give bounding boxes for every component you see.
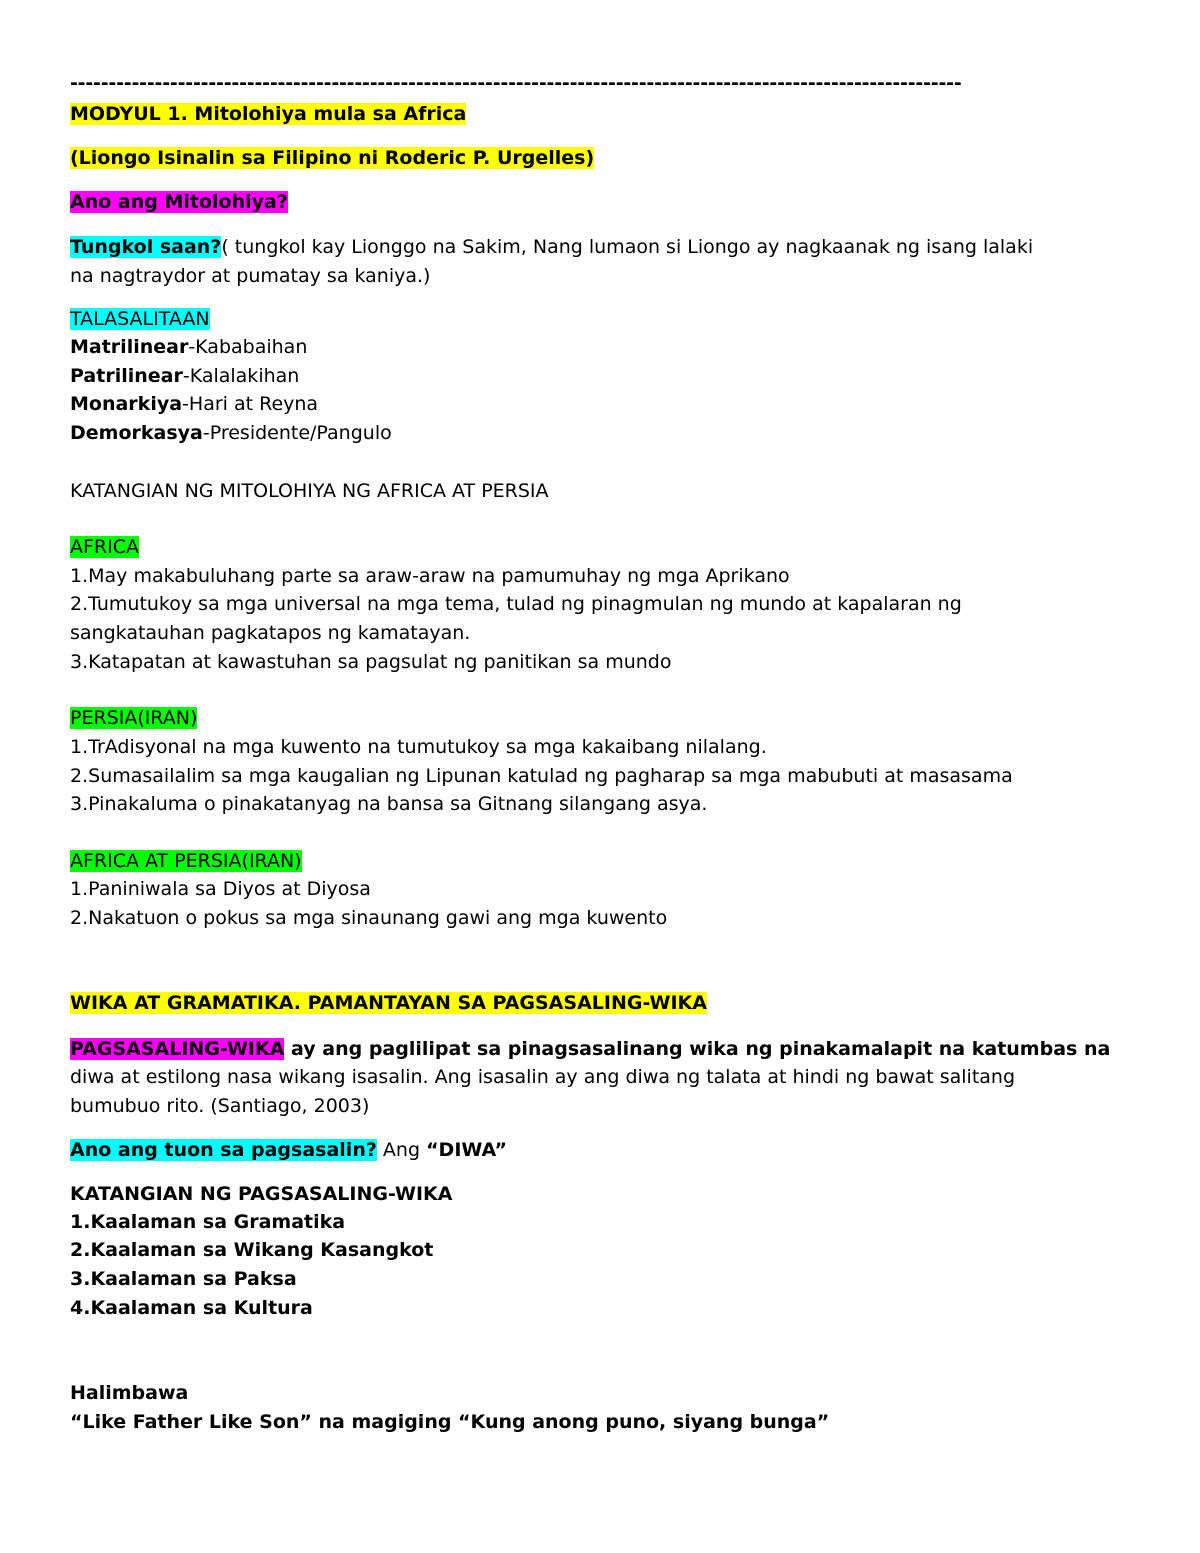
africa-heading — [70, 533, 139, 561]
grammar-heading — [70, 989, 707, 1017]
module-title — [70, 100, 466, 128]
about-text-2: na nagtraydor at pumatay sa kaniya.) — [70, 265, 431, 287]
translation-trait-item: 4.Kaalaman sa Kultura — [70, 1297, 313, 1319]
separator-line: -------------------------------------------------------------------------------------------------------------------- — [70, 72, 962, 94]
glossary-term: Monarkiya — [70, 393, 183, 415]
persia-heading — [70, 704, 197, 732]
glossary-def: -Kalalakihan — [182, 365, 300, 387]
both-heading-text: AFRICA AT PERSIA(IRAN) — [70, 850, 302, 872]
about-text-1: ( tungkol kay Lionggo na Sakim, Nang lumaon si Liongo ay nagkaanak ng isang lalaki — [221, 236, 1034, 258]
module-title-text: MODYUL 1. Mitolohiya mula sa Africa — [70, 103, 467, 125]
focus-question: Ano ang tuon sa pagsasalin? — [70, 1139, 377, 1161]
definition-bold-rest: ay ang paglilipat sa pinagsasalinang wika ng pinakamalapit na katumbas na — [284, 1038, 1111, 1060]
example-heading: Halimbawa — [70, 1382, 189, 1404]
definition-line-2: diwa at estilong nasa wikang isasalin. Ang isasalin ay ang diwa ng talata at hindi ng bawat salitang — [70, 1066, 1016, 1088]
africa-line: 1.May makabuluhang parte sa araw-araw na pamumuhay ng mga Aprikano — [70, 565, 790, 587]
glossary-heading-text: TALASALITAAN — [70, 308, 210, 330]
glossary-def: -Presidente/Pangulo — [202, 422, 392, 444]
about-line-1 — [70, 233, 1033, 261]
focus-line — [70, 1136, 507, 1164]
characteristics-heading: KATANGIAN NG MITOLOHIYA NG AFRICA AT PERSIA — [70, 480, 549, 502]
question-myth — [70, 188, 288, 216]
africa-line: 2.Tumutukoy sa mga universal na mga tema, tulad ng pinagmulan ng mundo at kapalaran ng — [70, 593, 962, 615]
both-heading — [70, 847, 302, 875]
definition-term: PAGSASALING-WIKA — [70, 1038, 285, 1060]
persia-heading-text: PERSIA(IRAN) — [70, 707, 198, 729]
glossary-item — [70, 333, 307, 361]
persia-line: 3.Pinakaluma o pinakatanyag na bansa sa Gitnang silangang asya. — [70, 793, 708, 815]
focus-answer: “DIWA” — [426, 1139, 507, 1161]
translation-trait-item: 1.Kaalaman sa Gramatika — [70, 1211, 346, 1233]
translation-traits-heading: KATANGIAN NG PAGSASALING-WIKA — [70, 1183, 453, 1205]
persia-line: 2.Sumasailalim sa mga kaugalian ng Lipunan katulad ng pagharap sa mga mabubuti at masasama — [70, 765, 1013, 787]
both-line: 1.Paniniwala sa Diyos at Diyosa — [70, 878, 371, 900]
both-line: 2.Nakatuon o pokus sa mga sinaunang gawi ang mga kuwento — [70, 907, 668, 929]
glossary-term: Demorkasya — [70, 422, 203, 444]
glossary-item — [70, 419, 392, 447]
persia-line: 1.TrAdisyonal na mga kuwento na tumutukoy sa mga kakaibang nilalang. — [70, 736, 767, 758]
africa-line: sangkatauhan pagkatapos ng kamatayan. — [70, 622, 471, 644]
translation-trait-item: 2.Kaalaman sa Wikang Kasangkot — [70, 1239, 434, 1261]
glossary-term: Matrilinear — [70, 336, 189, 358]
africa-heading-text: AFRICA — [70, 536, 139, 558]
translation-trait-item: 3.Kaalaman sa Paksa — [70, 1268, 297, 1290]
glossary-def: -Kababaihan — [188, 336, 308, 358]
translation-credit-text: (Liongo Isinalin sa Filipino ni Roderic P. Urgelles) — [70, 147, 595, 169]
africa-line: 3.Katapatan at kawastuhan sa pagsulat ng panitikan sa mundo — [70, 651, 672, 673]
focus-answer-prefix: Ang — [376, 1139, 427, 1161]
definition-line-3: bumubuo rito. (Santiago, 2003) — [70, 1095, 370, 1117]
definition-line-1 — [70, 1035, 1110, 1063]
glossary-item — [70, 362, 299, 390]
grammar-heading-text: WIKA AT GRAMATIKA. PAMANTAYAN SA PAGSASALING-WIKA — [70, 992, 707, 1014]
example-text: “Like Father Like Son” na magiging “Kung anong puno, siyang bunga” — [70, 1411, 830, 1433]
glossary-def: -Hari at Reyna — [182, 393, 319, 415]
glossary-heading — [70, 305, 210, 333]
about-label: Tungkol saan? — [70, 236, 222, 258]
glossary-item — [70, 390, 318, 418]
glossary-term: Patrilinear — [70, 365, 183, 387]
about-line-2 — [70, 262, 430, 290]
translation-credit — [70, 144, 594, 172]
question-myth-text: Ano ang Mitolohiya? — [70, 191, 288, 213]
